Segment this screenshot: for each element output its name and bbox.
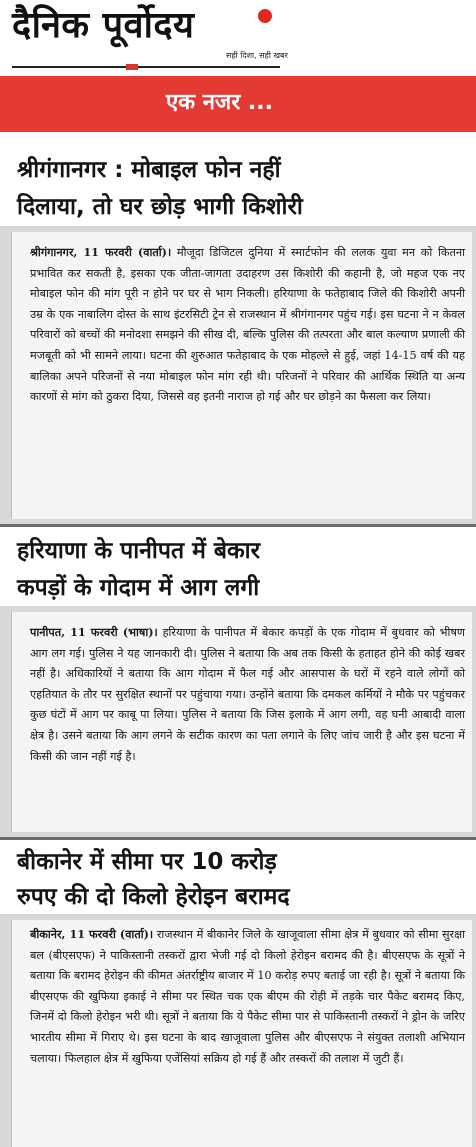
story-1-body <box>30 242 465 408</box>
tagline: सही दिशा, सही खबर <box>226 51 288 60</box>
story-2-dateline: पानीपत, 11 फरवरी (भाषा)। <box>30 625 158 639</box>
story-3-dateline: बीकानेर, 11 फरवरी (वार्ता)। <box>30 927 154 941</box>
story-2-headline-line-1: हरियाणा के पानीपत में बेकार <box>17 538 260 564</box>
story-1-dateline: श्रीगंगानगर, 11 फरवरी (वार्ता)। <box>30 245 172 259</box>
story-divider <box>0 837 476 840</box>
story-2-box <box>0 606 476 838</box>
masthead <box>0 0 476 70</box>
masthead-rule <box>12 66 280 68</box>
story-1-headline-line-2: दिलाया, तो घर छोड़ भागी किशोरी <box>17 194 303 220</box>
story-3-text: राजस्थान में बीकानेर जिले के खाजूवाला सीमा क्षेत्र में बुधवार को सीमा सुरक्षा बल (बीएसएफ) ने पाकिस्तानी तस्करों द्वारा भेजी गई दो किलो हेरोइन बरामद की है। बीएसएफ के सूत्रों ने बताया कि बरामद हेरोइन की कीमत अंतर्राष्ट्रीय बाजार में 10 करोड़ रुपए बताई जा रही है। सूत्रों ने बताया कि बीएसएफ की खुफिया इकाई ने सीमा पर स्थित चक एक बीएम की रोही में तड़के चार पैकेट बरामद किए, जिनमें दो किलो हेरोइन भरी थी। सूत्रों ने बताया कि ये पैकेट सीमा पार से पाकिस्तानी तस्करों ने ड्रोन के जरिए भारतीय सीमा में गिराए थे। इस घटना के बाद खाजूवाला पुलिस और बीएसएफ ने संयुक्त तलाशी अभियान चलाया। फिलहाल क्षेत्र में खुफिया एजेंसियां सक्रिय हो गई हैं और तस्करों की तलाश में जुटी हैं। <box>30 928 466 1065</box>
story-divider <box>0 524 476 527</box>
newspaper-logo: दैनिक पूर्वोदय <box>12 5 195 46</box>
story-3-body <box>30 924 465 1069</box>
story-3-box <box>0 914 476 1147</box>
section-title: एक नजर ... <box>166 90 273 115</box>
sun-icon <box>258 9 272 23</box>
story-2-text: हरियाणा के पानीपत में बेकार कपड़ों के एक गोदाम में बुधवार को भीषण आग लग गई। पुलिस ने यह जानकारी दी। पुलिस ने बताया कि अब तक किसी के हताहत होने की कोई खबर नहीं है। अधिकारियों ने बताया कि आग गोदाम में फैल गई और आसपास के घरों में रहने वाले लोगों को एहतियात के तौर पर सुरक्षित स्थानों पर पहुंचाया गया। उन्होंने बताया कि दमकल कर्मियों ने मौके पर पहुंचकर कुछ घंटों में आग पर काबू पा लिया। पुलिस ने बताया कि जिस इलाके में आग लगी, वह घनी आबादी वाला क्षेत्र है। उसने बताया कि आग लगने के सटीक कारण का पता लगाने के लिए जांच जारी है और इस घटना में किसी की जान नहीं गई है। <box>30 626 466 763</box>
story-1-box <box>0 226 476 525</box>
story-3-headline-line-1: बीकानेर में सीमा पर 10 करोड़ <box>17 849 277 875</box>
story-1-text: मौजूदा डिजिटल दुनिया में स्मार्टफोन की ललक युवा मन को कितना प्रभावित कर सकती है, इसका एक जीता-जागता उदाहरण उस किशोरी की कहानी है, जो महज एक नए मोबाइल फोन की मांग पूरी न होने पर घर से भाग निकली। हरियाणा के फतेहाबाद जिले की किशोरी अपनी उम्र के एक नाबालिग दोस्त के साथ इंटरसिटी ट्रेन से राजस्थान में श्रीगंगानगर पहुंच गई। इस घटना ने न केवल परिवारों को बच्चों की मनोदशा समझने की सीख दी, बल्कि पुलिस की तत्परता और बाल कल्याण प्रणाली की मजबूती को भी सामने लाया। घटना की शुरुआत फतेहाबाद के एक मोहल्ले से हुई, जहां 14-15 वर्ष की यह बालिका अपने परिजनों से नया मोबाइल फोन मांग रही थी। परिजनों ने परिवार की आर्थिक स्थिति या अन्य कारणों से मांग को ठुकरा दिया, जिससे वह इतनी नाराज हो गई और घर छोड़ने का फैसला कर लिया। <box>30 246 466 404</box>
masthead-accent <box>126 64 138 70</box>
story-1-headline-line-1: श्रीगंगानगर : मोबाइल फोन नहीं <box>17 157 281 183</box>
story-2-headline-line-2: कपड़ों के गोदाम में आग लगी <box>17 575 260 601</box>
story-2-body <box>30 622 465 767</box>
story-3-headline-line-2: रुपए की दो किलो हेरोइन बरामद <box>17 884 290 910</box>
